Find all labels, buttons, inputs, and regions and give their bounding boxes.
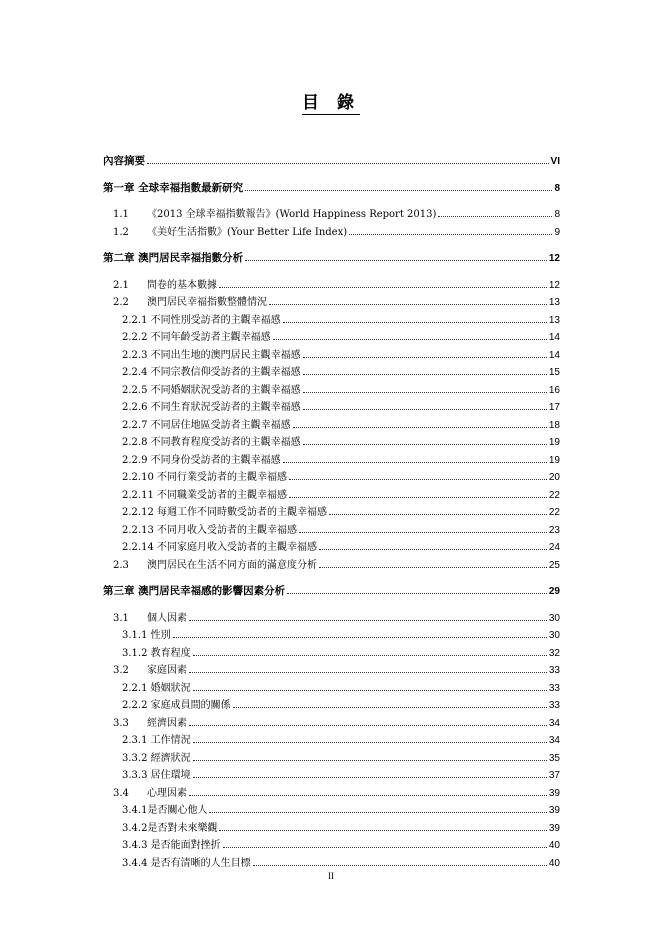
toc-entry-2-1[interactable]	[103, 277, 560, 295]
toc-number: 2.2.2	[122, 700, 148, 711]
toc-page: 9	[554, 226, 560, 238]
toc-page: 12	[548, 279, 560, 291]
toc-leader	[289, 497, 547, 498]
toc-number: 2.2.2	[122, 332, 148, 343]
toc-label: 內容摘要	[103, 155, 145, 167]
toc-entry-1-2[interactable]	[103, 224, 560, 242]
toc-leader	[319, 567, 547, 568]
toc-entry-2-2-10[interactable]	[103, 469, 560, 487]
toc-number: 3.3.3	[122, 770, 148, 781]
toc-page: 30	[548, 612, 560, 624]
toc-page: 13	[548, 314, 560, 326]
toc-page: 8	[554, 209, 560, 220]
toc-number: 3.4.2	[122, 822, 148, 834]
toc-number: 2.2.12	[122, 507, 154, 518]
toc-leader	[193, 690, 547, 691]
toc-leader	[283, 462, 547, 463]
toc-page: 14	[548, 332, 560, 343]
toc-number: 3.4.4	[122, 857, 148, 869]
toc-label: 是否能面對挫折	[150, 840, 221, 851]
table-of-contents	[103, 153, 560, 872]
toc-leader	[147, 163, 549, 164]
toc-leader	[273, 339, 547, 340]
toc-label: 經濟因素	[147, 717, 187, 729]
toc-page: 40	[548, 857, 560, 869]
toc-page: 39	[548, 787, 560, 799]
toc-page: 39	[548, 805, 560, 816]
toc-label: 第二章 澳門居民幸福指數分析	[103, 252, 244, 264]
toc-leader	[193, 742, 547, 743]
toc-entry-3-2-1[interactable]	[103, 680, 560, 698]
toc-number: 3.4.1	[122, 805, 148, 816]
toc-leader	[283, 322, 547, 323]
toc-entry-2-2-2[interactable]	[103, 329, 560, 347]
toc-page: 40	[548, 840, 560, 851]
toc-leader	[189, 795, 547, 796]
toc-number: 2.1	[113, 279, 129, 291]
toc-label: 澳門居民在生活不同方面的滿意度分析	[147, 559, 317, 571]
toc-leader	[245, 260, 547, 261]
toc-label: 不同居住地區受訪者主觀幸福感	[150, 419, 291, 431]
toc-label: 不同出生地的澳門居民主觀幸福感	[150, 349, 301, 361]
toc-entry-1-1[interactable]	[103, 206, 560, 224]
toc-label: 性別	[150, 630, 171, 641]
toc-leader	[303, 444, 547, 445]
toc-leader	[303, 374, 547, 375]
toc-leader	[193, 777, 547, 778]
toc-leader	[293, 427, 547, 428]
toc-entry-2-2-14[interactable]	[103, 539, 560, 557]
toc-label: 第一章 全球幸福指數最新研究	[103, 181, 244, 194]
toc-page: 22	[548, 507, 560, 518]
toc-entry-chapter-2[interactable]	[103, 250, 560, 268]
toc-page: 34	[548, 717, 560, 729]
toc-entry-2-2-9[interactable]	[103, 452, 560, 470]
toc-leader	[233, 707, 547, 708]
toc-number: 2.2.10	[122, 472, 154, 483]
toc-leader	[189, 620, 547, 621]
toc-number: 3.1.1	[122, 630, 148, 641]
toc-number: 3.4.3	[122, 840, 148, 851]
toc-number: 3.1	[113, 612, 129, 624]
toc-number: 3.4	[113, 787, 129, 799]
toc-number: 2.3.1	[122, 735, 148, 746]
toc-leader	[193, 760, 547, 761]
toc-entry-2-2-12[interactable]	[103, 504, 560, 522]
toc-leader	[303, 409, 547, 410]
toc-label: 不同家庭月收入受訪者的主觀幸福感	[157, 542, 317, 553]
toc-leader	[269, 304, 547, 305]
toc-leader	[438, 216, 552, 217]
toc-entry-3-1-2[interactable]	[103, 645, 560, 663]
toc-entry-2-2-1[interactable]	[103, 312, 560, 330]
toc-entry-3-4[interactable]	[103, 785, 560, 803]
toc-label: 不同月收入受訪者的主觀幸福感	[157, 524, 297, 536]
toc-entry-2-2-11[interactable]	[103, 487, 560, 505]
toc-number: 2.2.1	[122, 682, 148, 694]
toc-entry-3-3-2[interactable]	[103, 750, 560, 768]
toc-page: 39	[548, 822, 560, 834]
toc-label: 問卷的基本數據	[147, 279, 217, 291]
toc-page: 20	[548, 472, 560, 483]
toc-page: VI	[550, 156, 560, 167]
toc-label: 工作情況	[150, 735, 191, 746]
toc-leader	[303, 392, 547, 393]
toc-label: 是否對未來樂觀	[147, 822, 218, 834]
toc-entry-3-3-3[interactable]	[103, 767, 560, 785]
toc-entry-2-2-6[interactable]	[103, 399, 560, 417]
toc-label: 家庭因素	[147, 665, 187, 676]
page-number: II	[328, 871, 334, 881]
toc-entry-3-4-4[interactable]	[103, 855, 560, 873]
toc-label: 不同性別受訪者的主觀幸福感	[150, 314, 281, 326]
toc-page: 22	[548, 489, 560, 501]
toc-leader	[189, 725, 547, 726]
toc-entry-3-1-1[interactable]	[103, 627, 560, 645]
toc-page: 19	[548, 437, 560, 448]
toc-leader	[189, 672, 547, 673]
toc-leader	[223, 847, 547, 848]
toc-number: 2.2.13	[122, 524, 154, 536]
toc-number: 2.2	[113, 297, 129, 308]
toc-label: 澳門居民幸福指數整體情況	[147, 297, 267, 308]
toc-leader	[303, 357, 547, 358]
toc-leader	[219, 830, 546, 831]
toc-page: 35	[548, 752, 560, 764]
toc-number: 3.3.2	[122, 752, 148, 764]
toc-entry-summary[interactable]	[103, 153, 560, 171]
toc-number: 2.2.3	[122, 349, 148, 361]
toc-number: 2.2.8	[122, 437, 148, 448]
toc-leader	[299, 532, 547, 533]
toc-entry-2-3[interactable]	[103, 557, 560, 575]
toc-page: 29	[548, 586, 560, 597]
toc-label: 不同婚姻狀況受訪者的主觀幸福感	[150, 384, 301, 396]
toc-number: 2.2.9	[122, 454, 148, 466]
toc-label: 婚姻狀況	[150, 682, 191, 694]
toc-page: 12	[548, 253, 560, 264]
toc-number: 3.1.2	[122, 647, 148, 659]
toc-leader	[193, 655, 547, 656]
toc-page: 34	[548, 735, 560, 746]
toc-label: 不同年齡受訪者主觀幸福感	[150, 332, 271, 343]
toc-leader	[349, 234, 552, 235]
toc-page: 33	[548, 665, 560, 676]
toc-page: 23	[548, 524, 560, 536]
toc-label: 家庭成員間的關係	[150, 700, 231, 711]
toc-label: 個人因素	[147, 612, 187, 624]
toc-label: 不同宗教信仰受訪者的主觀幸福感	[150, 367, 301, 378]
toc-entry-3-3-1[interactable]	[103, 732, 560, 750]
toc-number: 2.2.7	[122, 419, 148, 431]
toc-label: 經濟狀況	[150, 752, 191, 764]
toc-entry-3-2-2[interactable]	[103, 697, 560, 715]
toc-label: 第三章 澳門居民幸福感的影響因素分析	[103, 585, 286, 597]
toc-label: 是否關心他人	[147, 805, 208, 816]
toc-label: 是否有清晰的人生目標	[150, 857, 251, 869]
toc-page: 13	[548, 297, 560, 308]
toc-page: 33	[548, 682, 560, 694]
toc-entry-3-2[interactable]	[103, 662, 560, 680]
toc-leader	[253, 865, 547, 866]
toc-leader	[209, 812, 546, 813]
toc-leader	[319, 549, 547, 550]
page-title-text: 目 錄	[302, 93, 360, 113]
toc-entry-2-2[interactable]	[103, 294, 560, 312]
toc-page: 25	[548, 559, 560, 571]
toc-page: 32	[548, 647, 560, 659]
toc-page: 19	[548, 454, 560, 466]
toc-leader	[287, 593, 547, 594]
toc-label: 不同身份受訪者的主觀幸福感	[150, 454, 281, 466]
toc-label: 《2013 全球幸福指數報告》(World Happiness Report 2013)	[147, 209, 437, 220]
toc-page: 17	[548, 402, 560, 413]
toc-leader	[219, 287, 547, 288]
toc-page: 14	[548, 349, 560, 361]
toc-entry-2-2-13[interactable]	[103, 522, 560, 540]
toc-page: 24	[548, 542, 560, 553]
toc-number: 3.3	[113, 717, 129, 729]
toc-page: 37	[548, 770, 560, 781]
toc-label: 不同職業受訪者的主觀幸福感	[157, 489, 287, 501]
toc-entry-chapter-1[interactable]	[103, 180, 560, 198]
toc-page: 30	[548, 630, 560, 641]
toc-entry-2-2-4[interactable]	[103, 364, 560, 382]
toc-number: 2.2.11	[122, 489, 154, 501]
toc-entry-3-4-3[interactable]	[103, 837, 560, 855]
toc-page: 15	[548, 367, 560, 378]
toc-label: 不同教育程度受訪者的主觀幸福感	[150, 437, 301, 448]
toc-number: 1.2	[113, 226, 129, 238]
page-title	[0, 88, 662, 113]
toc-leader	[289, 479, 547, 480]
toc-label: 《美好生活指數》(Your Better Life Index)	[147, 226, 348, 238]
toc-label: 居住環境	[150, 770, 191, 781]
toc-leader	[329, 514, 547, 515]
toc-number: 2.2.14	[122, 542, 154, 553]
toc-number: 2.2.1	[122, 314, 148, 326]
toc-number: 2.3	[113, 559, 129, 571]
toc-number: 2.2.4	[122, 367, 148, 378]
toc-entry-3-1[interactable]	[103, 610, 560, 628]
toc-page: 8	[554, 182, 560, 194]
toc-page: 33	[548, 700, 560, 711]
toc-label: 教育程度	[150, 647, 191, 659]
toc-number: 2.2.6	[122, 402, 148, 413]
toc-label: 每週工作不同時數受訪者的主觀幸福感	[157, 507, 327, 518]
toc-entry-3-4-1[interactable]	[103, 802, 560, 820]
toc-entry-2-2-8[interactable]	[103, 434, 560, 452]
toc-entry-2-2-5[interactable]	[103, 382, 560, 400]
toc-entry-3-4-2[interactable]	[103, 820, 560, 838]
toc-page: 18	[548, 419, 560, 431]
toc-entry-2-2-3[interactable]	[103, 347, 560, 365]
toc-leader	[173, 637, 547, 638]
toc-entry-2-2-7[interactable]	[103, 417, 560, 435]
toc-number: 1.1	[113, 209, 129, 220]
toc-number: 3.2	[113, 665, 129, 676]
toc-label: 不同行業受訪者的主觀幸福感	[157, 472, 287, 483]
toc-entry-chapter-3[interactable]	[103, 583, 560, 601]
toc-label: 不同生育狀況受訪者的主觀幸福感	[150, 402, 301, 413]
toc-number: 2.2.5	[122, 384, 148, 396]
toc-leader	[245, 190, 552, 191]
toc-entry-3-3[interactable]	[103, 715, 560, 733]
toc-label: 心理因素	[147, 787, 187, 799]
toc-page: 16	[548, 384, 560, 396]
